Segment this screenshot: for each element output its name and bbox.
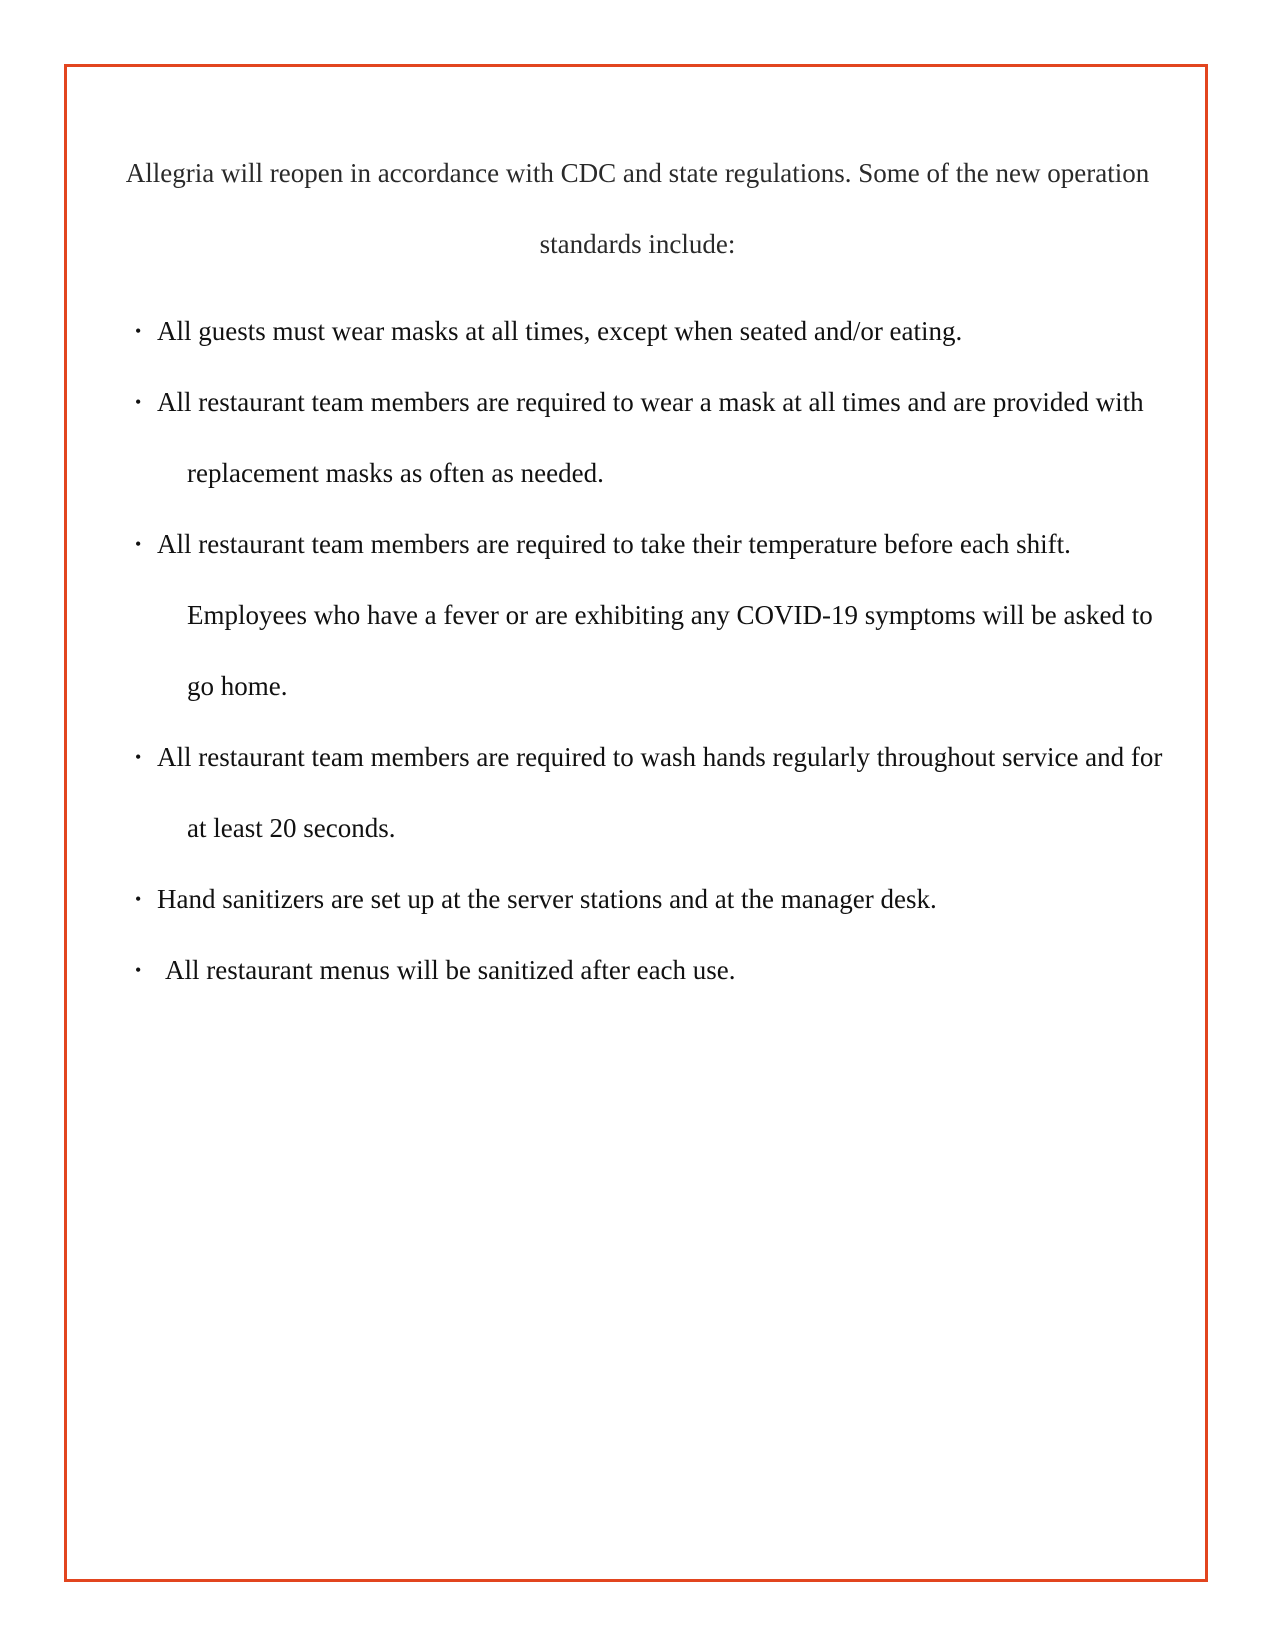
list-item bbox=[105, 935, 1185, 1006]
list-item-text: All guests must wear masks at all times, except when seated and/or eating. bbox=[157, 316, 963, 346]
list-item bbox=[105, 722, 1185, 864]
list-item-text: All restaurant team members are required to wash hands regularly throughout service and for at least 20 seconds. bbox=[157, 742, 1163, 843]
list-item-text: Hand sanitizers are set up at the server stations and at the manager desk. bbox=[157, 884, 937, 914]
intro-paragraph: Allegria will reopen in accordance with CDC and state regulations. Some of the new operation standards include: bbox=[125, 158, 1150, 259]
list-item bbox=[105, 864, 1185, 935]
bullet-icon: • bbox=[135, 534, 142, 554]
bullet-icon: • bbox=[135, 321, 142, 341]
list-item bbox=[105, 296, 1185, 367]
bullet-icon: • bbox=[135, 747, 142, 767]
list-item bbox=[105, 367, 1185, 509]
standards-list bbox=[105, 296, 1185, 1006]
list-item-text: All restaurant team members are required to take their temperature before each shift. Employees who have a fever or are exhibiting any COVID-19 symptoms will be asked to go home. bbox=[157, 529, 1153, 701]
bullet-icon: • bbox=[135, 889, 142, 909]
bullet-icon: • bbox=[135, 960, 142, 980]
bullet-icon: • bbox=[135, 392, 142, 412]
list-item-text: All restaurant menus will be sanitized after each use. bbox=[165, 955, 736, 985]
list-item-text: All restaurant team members are required to wear a mask at all times and are provided with replacement masks as often as needed. bbox=[157, 387, 1144, 488]
list-item bbox=[105, 509, 1185, 722]
